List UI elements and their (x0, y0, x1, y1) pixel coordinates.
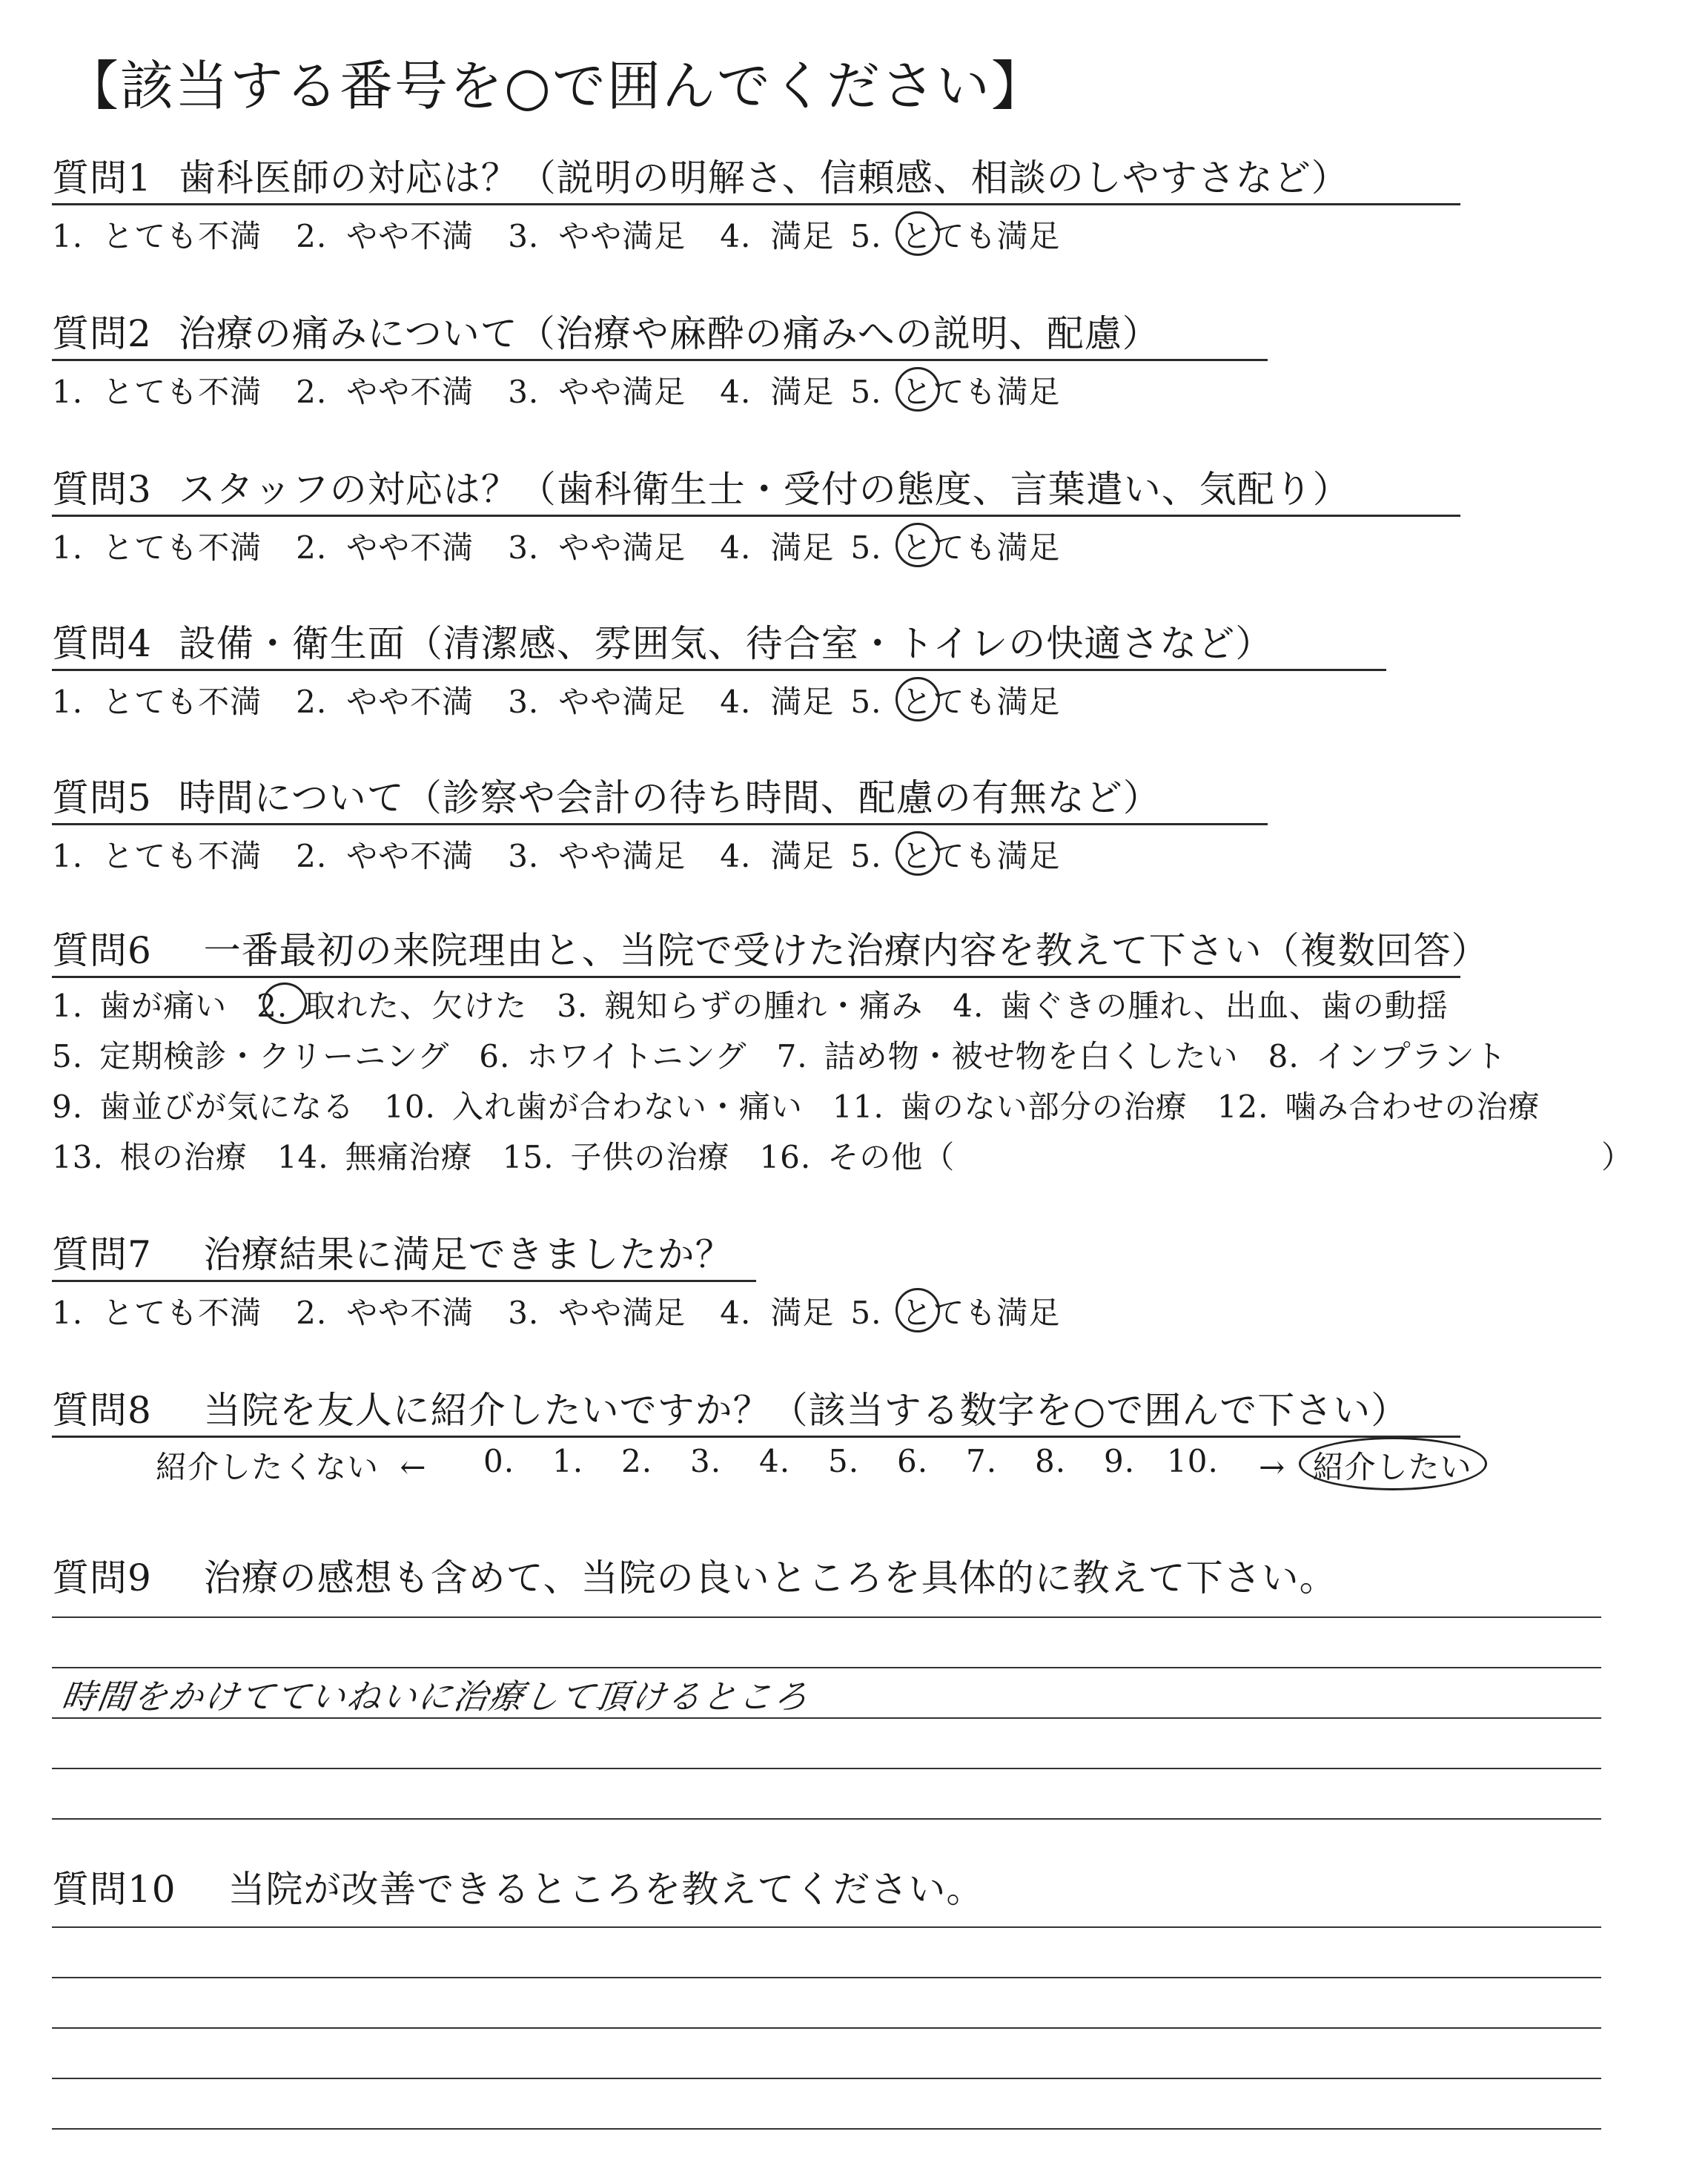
question-text: 当院を友人に紹介したいですか？（該当する数字を○で囲んで下さい） (203, 1389, 1409, 1432)
option-1-number[interactable]: 1. (52, 838, 84, 874)
option-label[interactable]: 入れ歯が合わない・痛い (451, 1089, 803, 1125)
question-underline (52, 823, 1268, 825)
option-label[interactable]: 歯並びが気になる (99, 1089, 355, 1125)
option-1-label[interactable]: とても不満 (102, 218, 262, 254)
option-1-label[interactable]: とても不満 (102, 838, 262, 874)
option-3-label[interactable]: やや満足 (558, 838, 686, 874)
option-number[interactable]: 9. (52, 1089, 84, 1125)
option-4-number[interactable]: 4. (720, 838, 752, 874)
scale-number[interactable]: 3. (690, 1443, 722, 1479)
question-underline (52, 1436, 1460, 1438)
answer-line (52, 1818, 1601, 1820)
question-underline (52, 203, 1460, 205)
option-2-label[interactable]: やや不満 (346, 529, 474, 566)
option-5-label[interactable]: とても満足 (901, 838, 1061, 874)
option-label[interactable]: 親知らずの腫れ・痛み (604, 988, 924, 1024)
answer-line[interactable] (52, 1926, 1601, 1928)
question-number: 質問4 (52, 622, 152, 665)
question-number: 質問7 (52, 1233, 152, 1276)
scale-number[interactable]: 8. (1035, 1443, 1067, 1479)
option-5-number[interactable]: 5. (850, 684, 882, 720)
option-4-label[interactable]: 満足 (770, 838, 835, 874)
option-2-label[interactable]: やや不満 (346, 838, 474, 874)
answer-line[interactable] (52, 1977, 1601, 1978)
selection-circle[interactable] (896, 1288, 940, 1332)
left-arrow: ← (400, 1449, 427, 1485)
answer-line (52, 1667, 1601, 1668)
option-1-label[interactable]: とても不満 (102, 529, 262, 566)
answer-line[interactable] (52, 2078, 1601, 2079)
option-5-number[interactable]: 5. (850, 838, 882, 874)
option-1-number[interactable]: 1. (52, 684, 84, 720)
option-3-number[interactable]: 3. (508, 684, 540, 720)
option-1-number[interactable]: 1. (52, 1295, 84, 1331)
option-4-number[interactable]: 4. (720, 374, 752, 410)
option-label[interactable]: 定期検診・クリーニング (99, 1038, 450, 1074)
q6-option-row (52, 1083, 1540, 1127)
option-label[interactable]: 歯のない部分の治療 (900, 1089, 1188, 1125)
page-title: 【該当する番号を○で囲んでください】 (65, 55, 1046, 117)
question-number: 質問8 (52, 1389, 152, 1432)
question-text: 当院が改善できるところを教えてください。 (228, 1868, 984, 1911)
option-number[interactable]: 12. (1217, 1089, 1269, 1125)
option-number[interactable]: 6. (479, 1038, 511, 1074)
answer-line (52, 1768, 1601, 1769)
option-2-label[interactable]: やや不満 (346, 374, 474, 410)
option-4-number[interactable]: 4. (720, 684, 752, 720)
option-4-label[interactable]: 満足 (770, 529, 835, 566)
question-text: 時間について（診察や会計の待ち時間、配慮の有無など） (178, 776, 1161, 819)
option-5-number[interactable]: 5. (850, 1295, 882, 1331)
scale-number[interactable]: 7. (966, 1443, 998, 1479)
option-label[interactable]: 無痛治療 (345, 1139, 473, 1175)
handwritten-answer[interactable]: 時間をかけてていねいに治療して頂けるところ (59, 1677, 812, 1717)
question-underline (52, 669, 1386, 671)
selection-circle[interactable] (896, 523, 940, 567)
option-number[interactable]: 14. (277, 1139, 329, 1175)
option-1-number[interactable]: 1. (52, 529, 84, 566)
option-number[interactable]: 5. (52, 1038, 84, 1074)
answer-line[interactable] (52, 2027, 1601, 2029)
option-2-number[interactable]: 2. (296, 218, 328, 254)
scale-number[interactable]: 4. (759, 1443, 791, 1479)
option-3-label[interactable]: やや満足 (558, 529, 686, 566)
option-4-number[interactable]: 4. (720, 218, 752, 254)
question-text: 治療の痛みについて（治療や麻酔の痛みへの説明、配慮） (178, 312, 1160, 355)
option-3-number[interactable]: 3. (508, 218, 540, 254)
option-5-label[interactable]: とても満足 (901, 1295, 1061, 1331)
option-1-number[interactable]: 1. (52, 218, 84, 254)
other-close-paren: ） (1601, 1139, 1634, 1175)
option-4-number[interactable]: 4. (720, 529, 752, 566)
right-arrow: → (1259, 1449, 1286, 1485)
option-number[interactable]: 3. (557, 988, 589, 1024)
option-2-label[interactable]: やや不満 (346, 1295, 474, 1331)
question-underline (52, 359, 1268, 361)
option-label[interactable]: 噛み合わせの治療 (1285, 1089, 1540, 1125)
question-text: 一番最初の来院理由と、当院で受けた治療内容を教えて下さい（複数回答） (203, 929, 1489, 972)
option-2-label[interactable]: やや不満 (346, 218, 474, 254)
option-label[interactable]: 根の治療 (119, 1139, 248, 1175)
option-number[interactable]: 8. (1268, 1038, 1300, 1074)
question-text: 治療の感想も含めて、当院の良いところを具体的に教えて下さい。 (203, 1556, 1337, 1599)
option-3-label[interactable]: やや満足 (558, 684, 686, 720)
question-text: スタッフの対応は？（歯科衛生士・受付の態度、言葉遣い、気配り） (178, 468, 1351, 511)
q6-option-row (52, 1133, 955, 1178)
option-number[interactable]: 11. (832, 1089, 884, 1125)
option-number[interactable]: 16. (759, 1139, 812, 1175)
selection-circle[interactable] (1299, 1437, 1487, 1490)
option-5-label[interactable]: とても満足 (901, 374, 1061, 410)
option-5-number[interactable]: 5. (850, 529, 882, 566)
answer-line[interactable] (52, 2128, 1601, 2130)
option-5-number[interactable]: 5. (850, 374, 882, 410)
option-2-label[interactable]: やや不満 (346, 684, 474, 720)
option-4-label[interactable]: 満足 (770, 684, 835, 720)
scale-left-label: 紹介したくない (156, 1449, 380, 1485)
question-number: 質問10 (52, 1868, 176, 1911)
question-number: 質問5 (52, 776, 152, 819)
option-number[interactable]: 10. (384, 1089, 436, 1125)
option-3-number[interactable]: 3. (508, 1295, 540, 1331)
option-3-number[interactable]: 3. (508, 838, 540, 874)
option-4-label[interactable]: 満足 (770, 1295, 835, 1331)
selection-circle[interactable] (896, 367, 940, 412)
option-5-label[interactable]: とても満足 (901, 218, 1061, 254)
answer-line (52, 1616, 1601, 1618)
q6-option-row (52, 982, 1449, 1026)
question-number: 質問2 (52, 312, 152, 355)
option-label[interactable]: ホワイトニング (526, 1038, 747, 1074)
option-2-number[interactable]: 2. (296, 374, 328, 410)
scale-number[interactable]: 0. (483, 1443, 515, 1479)
question-number: 質問6 (52, 929, 152, 972)
question-underline (52, 515, 1460, 517)
question-underline (52, 1280, 756, 1282)
option-number[interactable]: 2. (256, 988, 288, 1024)
question-text: 歯科医師の対応は？（説明の明解さ、信頼感、相談のしやすさなど） (178, 156, 1349, 199)
option-5-label[interactable]: とても満足 (901, 529, 1061, 566)
question-number: 質問1 (52, 156, 152, 199)
option-1-label[interactable]: とても不満 (102, 374, 262, 410)
option-2-number[interactable]: 2. (296, 529, 328, 566)
scale-number[interactable]: 6. (897, 1443, 929, 1479)
q6-option-row (52, 1032, 1507, 1077)
scale-number[interactable]: 9. (1104, 1443, 1136, 1479)
option-label[interactable]: 子供の治療 (570, 1139, 730, 1175)
option-label[interactable]: 取れた、欠けた (304, 988, 528, 1024)
option-number[interactable]: 7. (776, 1038, 808, 1074)
option-3-label[interactable]: やや満足 (558, 218, 686, 254)
option-number[interactable]: 4. (953, 988, 984, 1024)
scale-right-label: 紹介したい (1312, 1449, 1472, 1485)
option-4-number[interactable]: 4. (720, 1295, 752, 1331)
option-label[interactable]: 歯ぐきの腫れ、出血、歯の動揺 (1000, 988, 1449, 1024)
scale-number[interactable]: 1. (552, 1443, 584, 1479)
option-2-number[interactable]: 2. (296, 684, 328, 720)
option-3-label[interactable]: やや満足 (558, 1295, 686, 1331)
question-text: 治療結果に満足できましたか？ (203, 1233, 733, 1276)
scale-number[interactable]: 5. (828, 1443, 860, 1479)
option-number[interactable]: 13. (52, 1139, 104, 1175)
option-5-number[interactable]: 5. (850, 218, 882, 254)
option-4-label[interactable]: 満足 (770, 218, 835, 254)
question-number: 質問9 (52, 1556, 152, 1599)
option-number[interactable]: 15. (502, 1139, 555, 1175)
selection-circle[interactable] (896, 211, 940, 256)
answer-line (52, 1717, 1601, 1719)
option-number[interactable]: 1. (52, 988, 84, 1024)
option-3-number[interactable]: 3. (508, 529, 540, 566)
option-5-label[interactable]: とても満足 (901, 684, 1061, 720)
selection-circle[interactable] (262, 982, 307, 1024)
option-4-label[interactable]: 満足 (770, 374, 835, 410)
option-1-label[interactable]: とても不満 (102, 684, 262, 720)
scale-number[interactable]: 2. (621, 1443, 653, 1479)
option-label[interactable]: その他（ (827, 1139, 956, 1175)
option-2-number[interactable]: 2. (296, 838, 328, 874)
option-3-number[interactable]: 3. (508, 374, 540, 410)
option-label[interactable]: 歯が痛い (99, 988, 228, 1024)
selection-circle[interactable] (896, 831, 940, 876)
question-number: 質問3 (52, 468, 152, 511)
selection-circle[interactable] (896, 677, 940, 721)
question-underline (52, 976, 1460, 978)
option-label[interactable]: インプラント (1315, 1038, 1507, 1074)
question-text: 設備・衛生面（清潔感、雰囲気、待合室・トイレの快適さなど） (178, 622, 1274, 665)
option-1-label[interactable]: とても不満 (102, 1295, 262, 1331)
option-label[interactable]: 詰め物・被せ物を白くしたい (824, 1038, 1239, 1074)
scale-number[interactable]: 10. (1167, 1443, 1219, 1479)
option-1-number[interactable]: 1. (52, 374, 84, 410)
option-2-number[interactable]: 2. (296, 1295, 328, 1331)
option-3-label[interactable]: やや満足 (558, 374, 686, 410)
